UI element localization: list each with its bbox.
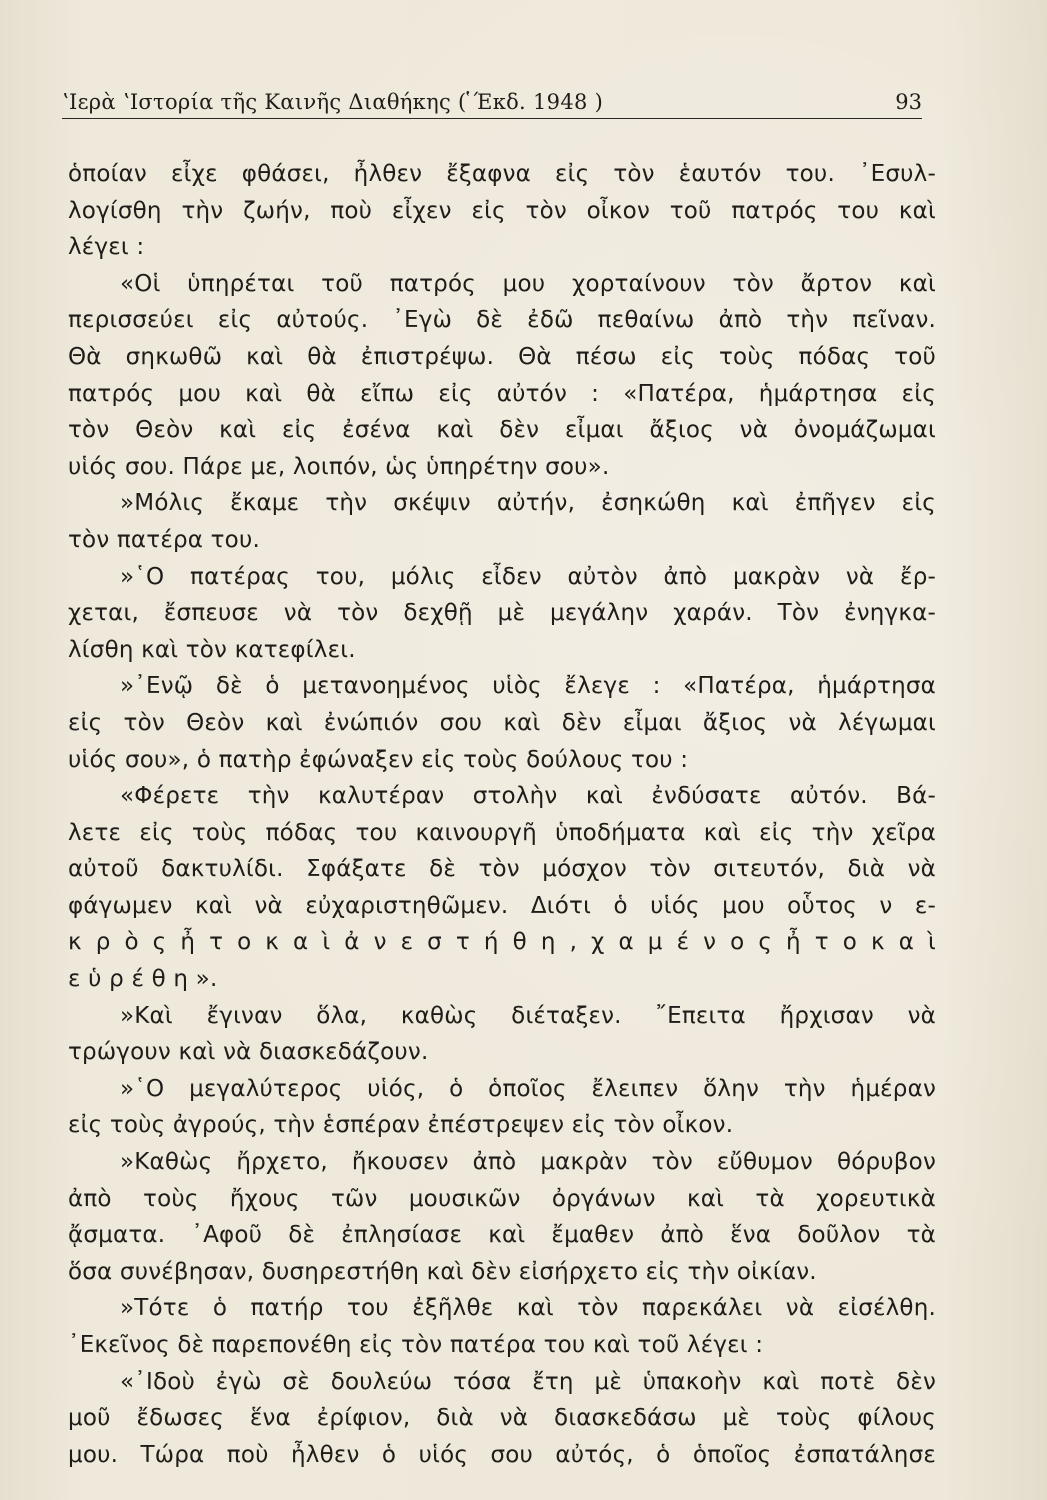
text-line: »῾Ο πατέρας του, μόλις εἶδεν αὐτὸν ἀπὸ μακρὰν νὰ ἔρ- <box>120 563 936 590</box>
text-line: «᾿Ιδοὺ ἐγὼ σὲ δουλεύω τόσα ἔτη μὲ ὑπακοὴν καὶ ποτὲ δὲν <box>120 1368 936 1395</box>
text-line: λίσθη καὶ τὸν κατεφίλει. <box>68 636 356 663</box>
text-line: λογίσθη τὴν ζωήν, ποὺ εἶχεν εἰς τὸν οἶκον τοῦ πατρός του καὶ <box>68 197 936 224</box>
text-line: εἰς τὸν Θεὸν καὶ ἐνώπιόν σου καὶ δὲν εἶμαι ἄξιος νὰ λέγωμαι <box>68 709 936 736</box>
text-line: εἰς τοὺς ἀγρούς, τὴν ἑσπέραν ἐπέστρεψεν εἰς τὸν οἶκον. <box>68 1112 734 1139</box>
text-line: ὅσα συνέβησαν, δυσηρεστήθη καὶ δὲν εἰσήρχετο εἰς τὴν οἰκίαν. <box>68 1258 817 1285</box>
text-line: μου. Τώρα ποὺ ἦλθεν ὁ υἱός σου αὐτός, ὁ ὁποῖος ἐσπατάλησε <box>68 1441 936 1468</box>
text-line: χεται, ἔσπευσε νὰ τὸν δεχθῇ μὲ μεγάλην χαράν. Τὸν ἐνηγκα- <box>68 600 936 627</box>
running-title: ʽΙερὰ ʽΙστορία τῆς Καινῆς Διαθήκης ( ̔Έκδ. 1948 ) <box>62 90 604 114</box>
text-line: λέγει : <box>68 234 145 261</box>
text-line: πατρός μου καὶ θὰ εἴπω εἰς αὐτόν : «Πατέρα, ἡμάρτησα εἰς <box>68 380 936 407</box>
text-line: υἱός σου», ὁ πατὴρ ἐφώναξεν εἰς τοὺς δούλους του : <box>68 746 689 773</box>
text-line: υἱός σου. Πάρε με, λοιπόν, ὡς ὑπηρέτην σου». <box>68 453 610 480</box>
text-line: ε ὑ ρ έ θ η ». <box>68 966 218 993</box>
text-line: ᾄσματα. ᾿Αφοῦ δὲ ἐπλησίασε καὶ ἔμαθεν ἀπὸ ἕνα δοῦλον τὰ <box>68 1222 936 1249</box>
text-line: »Τότε ὁ πατήρ του ἐξῆλθε καὶ τὸν παρεκάλει νὰ εἰσέλθη. <box>120 1295 936 1322</box>
text-line: φάγωμεν καὶ νὰ εὐχαριστηθῶμεν. Διότι ὁ υἱός μου οὗτος ν ε- <box>68 892 936 919</box>
text-line: »᾿Ενῷ δὲ ὁ μετανοημένος υἱὸς ἔλεγε : «Πατέρα, ἡμάρτησα <box>120 673 936 700</box>
text-line: περισσεύει εἰς αὐτούς. ᾿Εγὼ δὲ ἐδῶ πεθαίνω ἀπὸ τὴν πεῖναν. <box>68 307 936 334</box>
text-line: ᾿Εκεῖνος δὲ παρεπονέθη εἰς τὸν πατέρα του καὶ τοῦ λέγει : <box>68 1332 764 1358</box>
text-line: »῾Ο μεγαλύτερος υἱός, ὁ ὁποῖος ἔλειπεν ὅλην τὴν ἡμέραν <box>120 1075 936 1102</box>
body-text <box>68 156 936 1473</box>
text-line: κ ρ ὸ ς ἦ τ ο κ α ὶ ἀ ν ε σ τ ή θ η , χ α μ έ ν ο ς ἦ τ ο κ α ὶ <box>68 929 936 956</box>
page-header <box>62 88 922 119</box>
text-line: »Μόλις ἔκαμε τὴν σκέψιν αὐτήν, ἐσηκώθη καὶ ἐπῆγεν εἰς <box>120 490 936 517</box>
text-line: Θὰ σηκωθῶ καὶ θὰ ἐπιστρέψω. Θὰ πέσω εἰς τοὺς πόδας τοῦ <box>68 343 936 370</box>
text-line: τὸν πατέρα του. <box>68 526 260 553</box>
text-line: ἀπὸ τοὺς ἤχους τῶν μουσικῶν ὀργάνων καὶ τὰ χορευτικὰ <box>68 1185 936 1212</box>
page-number: 93 <box>895 90 922 114</box>
text-line: «Οἱ ὑπηρέται τοῦ πατρός μου χορταίνουν τὸν ἄρτον καὶ <box>120 270 936 297</box>
text-line: τρώγουν καὶ νὰ διασκεδάζουν. <box>68 1039 429 1066</box>
text-line: ὁποίαν εἶχε φθάσει, ἦλθεν ἔξαφνα εἰς τὸν ἑαυτόν του. ᾿Εσυλ- <box>68 161 936 187</box>
text-line: «Φέρετε τὴν καλυτέραν στολὴν καὶ ἐνδύσατε αὐτόν. Βά- <box>120 783 936 810</box>
text-line: τὸν Θεὸν καὶ εἰς ἐσένα καὶ δὲν εἶμαι ἄξιος νὰ ὀνομάζωμαι <box>68 417 936 444</box>
text-line: αὐτοῦ δακτυλίδι. Σφάξατε δὲ τὸν μόσχον τὸν σιτευτόν, διὰ νὰ <box>68 856 936 883</box>
text-line: »Καθὼς ἤρχετο, ἤκουσεν ἀπὸ μακρὰν τὸν εὔθυμον θόρυβον <box>120 1149 936 1176</box>
text-line: μοῦ ἔδωσες ἕνα ἐρίφιον, διὰ νὰ διασκεδάσω μὲ τοὺς φίλους <box>68 1405 936 1432</box>
text-line: λετε εἰς τοὺς πόδας του καινουργῆ ὑποδήματα καὶ εἰς τὴν χεῖρα <box>68 819 936 846</box>
text-line: »Καὶ ἔγιναν ὅλα, καθὼς διέταξεν. ῎Επειτα ἤρχισαν νὰ <box>120 1002 936 1029</box>
